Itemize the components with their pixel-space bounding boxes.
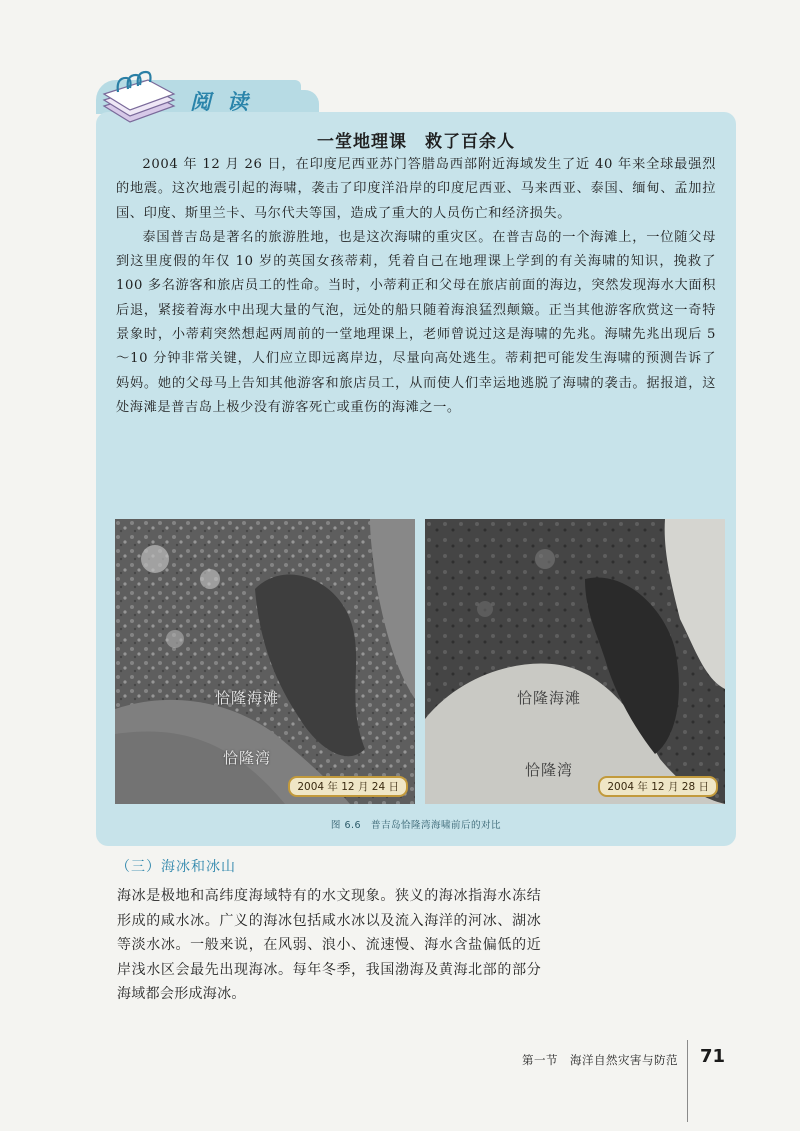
figure-caption: 图 6.6 普吉岛恰隆湾海啸前后的对比 (330, 820, 502, 831)
article-body (116, 153, 716, 420)
satellite-photo-before (115, 519, 415, 804)
article-paragraph-2: 泰国普吉岛是著名的旅游胜地，也是这次海啸的重灾区。在普吉岛的一个海滩上，一位随父母到这里度假的年仅 10 岁的英国女孩蒂莉，凭着自己在地理课上学到的有关海啸的知识，挽救了 100 多名游客和旅店员工的性命。当时，小蒂莉正和父母在旅店前面的海边，突然发现海水大面积后退，紧接着海水中出现大量的气泡，远处的船只随着海浪猛烈颠簸。正当其他游客欣赏这一奇特景象时，小蒂莉突然想起两周前的一堂地理课上，老师曾说过这是海啸的先兆。海啸先兆出现后 5～10 分钟非常关键，人们应立即远离岸边，尽量向高处逃生。蒂莉把可能发生海啸的预测告诉了妈妈。她的父母马上告知其他游客和旅店员工，从而使人们幸运地逃脱了海啸的袭击。据报道，这处海滩是普吉岛上极少没有游客死亡或重伤的海滩之一。 (116, 229, 716, 415)
reading-label: 阅读 (190, 90, 264, 114)
article-title: 一堂地理课 救了百余人 (317, 132, 515, 152)
map-label-beach: 恰隆海滩 (517, 689, 582, 707)
satellite-photo-after (425, 519, 725, 804)
footer-chapter-title: 第一节 海洋自然灾害与防范 (522, 1053, 678, 1067)
map-label-bay: 恰隆湾 (525, 761, 574, 779)
section-heading: （三）海冰和冰山 (116, 859, 236, 875)
date-badge: 2004 年 12 月 24 日 (288, 776, 408, 797)
footer-divider (687, 1040, 688, 1122)
section-body (117, 884, 541, 1007)
date-badge: 2004 年 12 月 28 日 (598, 776, 718, 797)
notebook-icon (98, 70, 178, 126)
section-paragraph: 海冰是极地和高纬度海域特有的水文现象。狭义的海冰指海水冻结形成的咸水冰。广义的海冰包括咸水冰以及流入海洋的河冰、湖冰等淡水冰。一般来说，在风弱、浪小、流速慢、海水含盐偏低的近岸浅水区会最先出现海冰。每年冬季，我国渤海及黄海北部的部分海域都会形成海冰。 (117, 888, 541, 1002)
page-number: 71 (700, 1046, 726, 1067)
map-label-bay: 恰隆湾 (223, 749, 272, 767)
satellite-image-after (425, 519, 725, 804)
map-label-beach: 恰隆海滩 (215, 689, 280, 707)
article-paragraph-1: 2004 年 12 月 26 日，在印度尼西亚苏门答腊岛西部附近海域发生了近 40 年来全球最强烈的地震。这次地震引起的海啸，袭击了印度洋沿岸的印度尼西亚、马来西亚、泰国、缅甸、孟加拉国、印度、斯里兰卡、马尔代夫等国，造成了重大的人员伤亡和经济损失。 (116, 157, 716, 221)
